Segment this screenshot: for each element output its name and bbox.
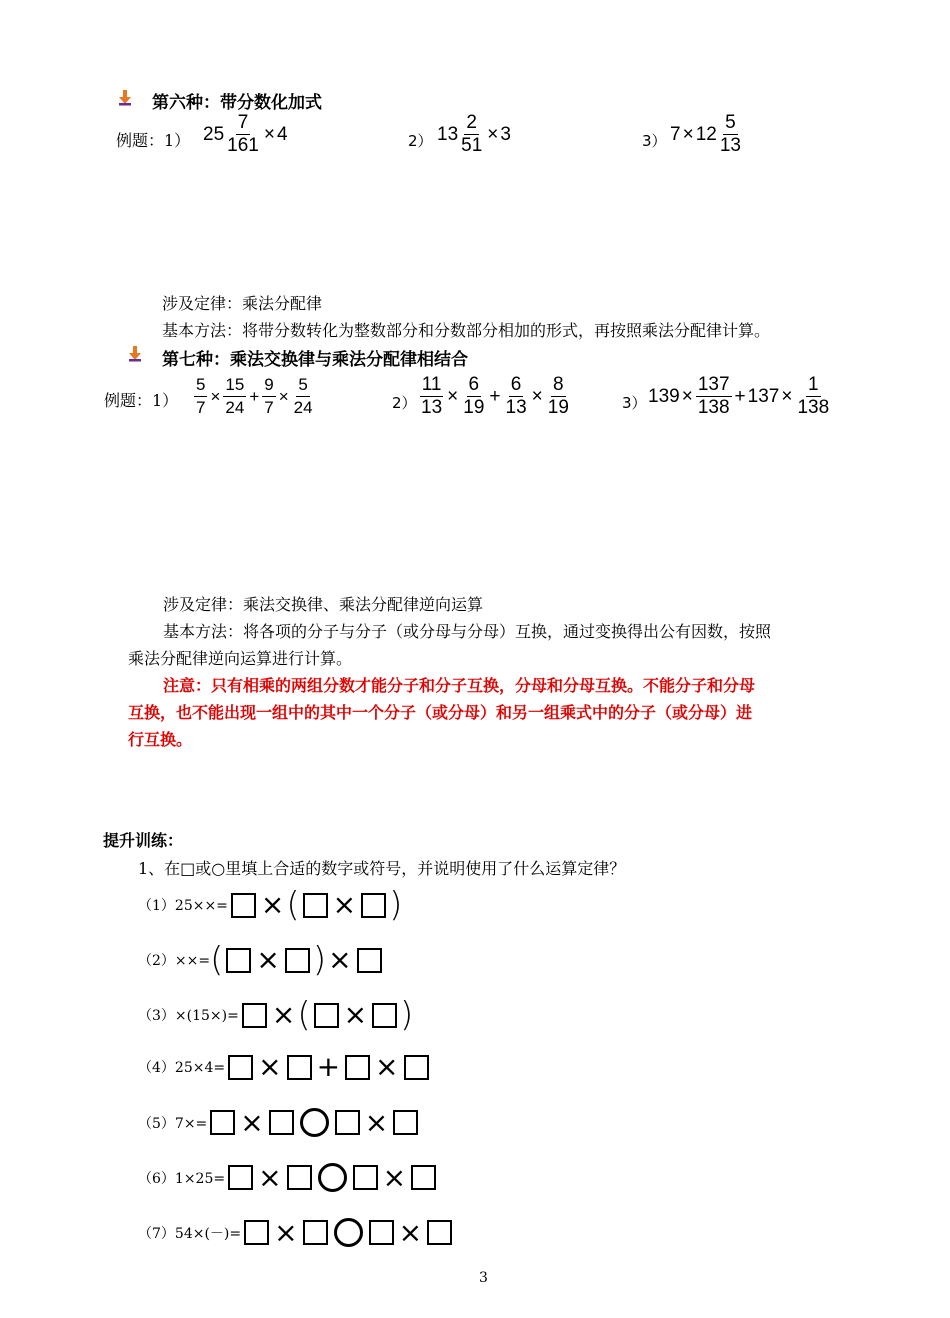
answer-box[interactable] bbox=[372, 1003, 397, 1028]
answer-box[interactable] bbox=[244, 1220, 269, 1245]
section6-example3: 7 × 12 $\frac{5}{13}$ bbox=[670, 112, 741, 156]
answer-box[interactable] bbox=[361, 893, 386, 918]
answer-box[interactable] bbox=[228, 1055, 253, 1080]
answer-circle[interactable] bbox=[318, 1163, 347, 1192]
exercise-label: （4）25×4= bbox=[138, 1060, 226, 1076]
section6-title: 第六种：带分数化加式 bbox=[152, 93, 322, 113]
section7-example-label: 例题：1） bbox=[104, 391, 179, 410]
exercise-row-3: （3）×(15×)= × ( × ) bbox=[138, 995, 414, 1035]
page-number: 3 bbox=[479, 1270, 488, 1286]
exercise-label: （2）××= bbox=[138, 953, 211, 969]
section6-example-label: 例题：1） bbox=[116, 131, 191, 150]
exercise-row-5: （5）7×= × × bbox=[138, 1108, 421, 1137]
fraction: $\frac{5}{13}$ bbox=[719, 112, 741, 156]
exercise-label: （1）25××= bbox=[138, 898, 228, 914]
section6-method: 基本方法：将带分数转化为整数部分和分数部分相加的形式，再按照乘法分配律计算。 bbox=[162, 321, 771, 340]
section6-example1: 25 $\frac{7}{161}$ × 4 bbox=[203, 112, 288, 156]
section7-note-line2: 互换，也不能出现一组中的其中一个分子（或分母）和另一组乘式中的分子（或分母）进 bbox=[128, 703, 753, 722]
exercise-row-4: （4）25×4= × + × bbox=[138, 1053, 432, 1081]
answer-circle[interactable] bbox=[334, 1218, 363, 1247]
section7-law: 涉及定律：乘法交换律、乘法分配律逆向运算 bbox=[163, 595, 484, 614]
answer-box[interactable] bbox=[369, 1220, 394, 1245]
answer-box[interactable] bbox=[287, 1165, 312, 1190]
section6-law: 涉及定律：乘法分配律 bbox=[162, 294, 323, 313]
answer-box[interactable] bbox=[226, 948, 251, 973]
training-title: 提升训练： bbox=[103, 831, 184, 850]
exercise-label: （3）×(15×)= bbox=[138, 1008, 239, 1024]
answer-box[interactable] bbox=[269, 1110, 294, 1135]
whole-part: 25 bbox=[203, 123, 225, 145]
section6-example2: 13 $\frac{2}{51}$ × 3 bbox=[437, 112, 511, 156]
answer-box[interactable] bbox=[357, 948, 382, 973]
exercise-row-1: （1）25××= × ( × ) bbox=[138, 885, 403, 925]
answer-box[interactable] bbox=[404, 1055, 429, 1080]
answer-circle[interactable] bbox=[300, 1108, 329, 1137]
exercise-row-6: （6）1×25= × × bbox=[138, 1163, 439, 1192]
answer-box[interactable] bbox=[303, 1220, 328, 1245]
section6-example3-label: 3） bbox=[642, 132, 667, 150]
section7-example2: $\frac{11}{13}$ × $\frac{6}{19}$ + $\frac{6}{13}$ × $\frac{8}{19}$ bbox=[421, 374, 569, 418]
section7-example2-label: 2） bbox=[392, 394, 417, 412]
section7-note-line3: 行互换。 bbox=[128, 730, 193, 749]
section7-method-line1: 基本方法：将各项的分子与分子（或分母与分母）互换，通过变换得出公有因数，按照 bbox=[163, 622, 772, 641]
answer-box[interactable] bbox=[210, 1110, 235, 1135]
section7-example3: 139 × $\frac{137}{138}$ + 137 × $\frac{1}{138}$ bbox=[648, 374, 830, 418]
section7-example3-label: 3） bbox=[622, 394, 647, 412]
answer-box[interactable] bbox=[287, 1055, 312, 1080]
exercise-label: （5）7×= bbox=[138, 1115, 208, 1132]
answer-box[interactable] bbox=[242, 1003, 267, 1028]
exercise-label: （6）1×25= bbox=[138, 1170, 226, 1187]
answer-box[interactable] bbox=[427, 1220, 452, 1245]
answer-box[interactable] bbox=[345, 1055, 370, 1080]
answer-box[interactable] bbox=[228, 1165, 253, 1190]
section6-example2-label: 2） bbox=[408, 132, 433, 150]
exercise-row-7: （7）54×(－)= × × bbox=[138, 1218, 455, 1247]
fraction: $\frac{7}{161}$ bbox=[227, 112, 259, 156]
answer-box[interactable] bbox=[285, 948, 310, 973]
answer-box[interactable] bbox=[231, 893, 256, 918]
answer-box[interactable] bbox=[393, 1110, 418, 1135]
down-arrow-bullet-icon bbox=[116, 89, 134, 107]
down-arrow-bullet-icon bbox=[126, 345, 144, 363]
training-question1: 1、在□或○里填上合适的数字或符号，并说明使用了什么运算定律？ bbox=[138, 859, 626, 878]
section7-example1: $\frac{5}{7}$ × $\frac{15}{24}$ + $\frac{9}{7}$ × $\frac{5}{24}$ bbox=[196, 375, 313, 417]
answer-box[interactable] bbox=[353, 1165, 378, 1190]
answer-box[interactable] bbox=[303, 893, 328, 918]
section7-note-line1: 注意：只有相乘的两组分数才能分子和分子互换，分母和分母互换。不能分子和分母 bbox=[163, 676, 756, 695]
answer-box[interactable] bbox=[411, 1165, 436, 1190]
section7-title: 第七种：乘法交换律与乘法分配律相结合 bbox=[162, 350, 468, 370]
answer-box[interactable] bbox=[335, 1110, 360, 1135]
exercise-label: （7）54×(－)= bbox=[138, 1225, 242, 1242]
fraction: $\frac{2}{51}$ bbox=[461, 112, 483, 156]
exercise-row-2: （2）××= ( × ) × bbox=[138, 943, 385, 977]
answer-box[interactable] bbox=[314, 1003, 339, 1028]
section7-method-line2: 乘法分配律逆向运算进行计算。 bbox=[128, 649, 353, 668]
